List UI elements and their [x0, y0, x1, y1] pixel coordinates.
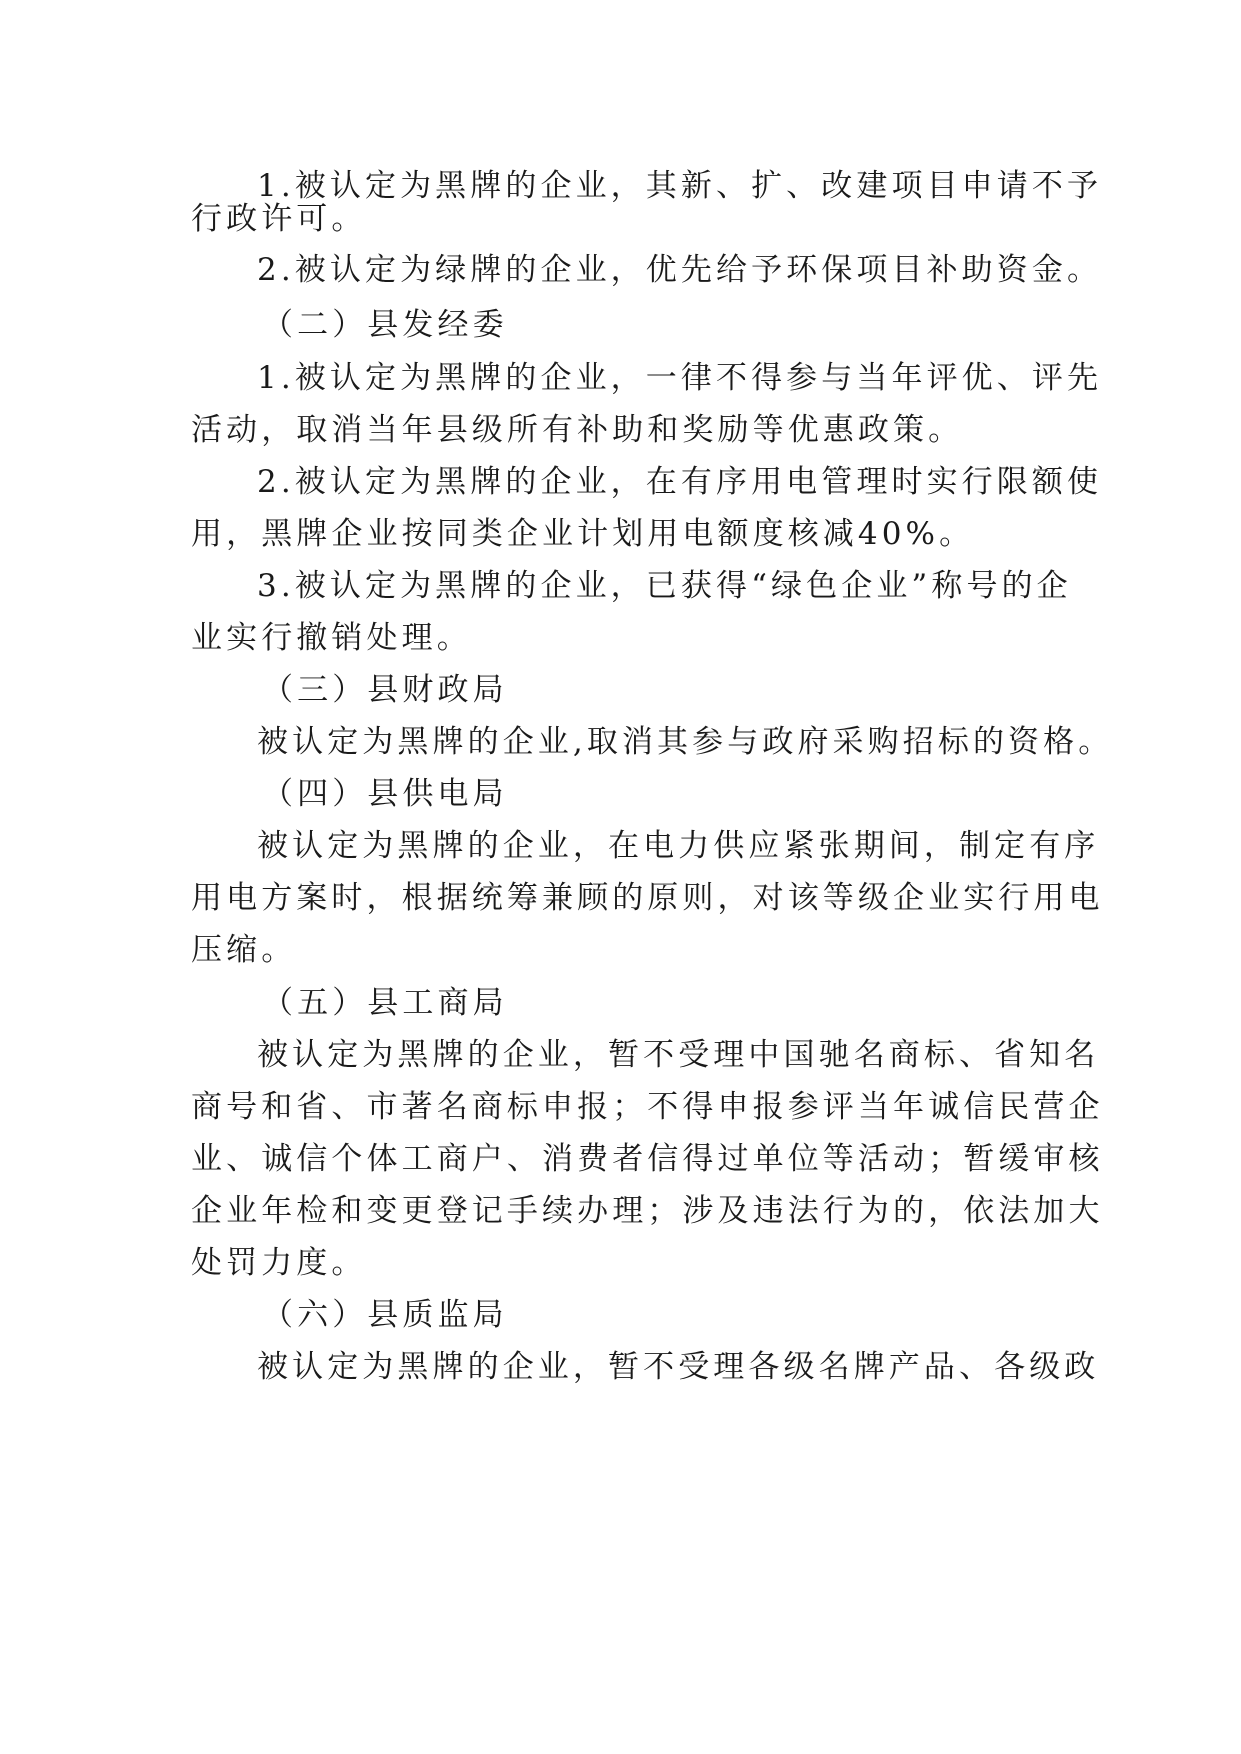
paragraph-line: 被认定为黑牌的企业，暂不受理各级名牌产品、各级政	[257, 1349, 1100, 1385]
paragraph-line: 用电方案时，根据统筹兼顾的原则，对该等级企业实行用电	[191, 880, 1104, 916]
paragraph-line: 业、诚信个体工商户、消费者信得过单位等活动；暂缓审核	[191, 1141, 1104, 1177]
paragraph-line: 1.被认定为黑牌的企业，一律不得参与当年评优、评先	[257, 360, 1103, 396]
paragraph-line: 2.被认定为黑牌的企业，在有序用电管理时实行限额使	[257, 464, 1103, 500]
section-heading: （三）县财政局	[262, 672, 508, 708]
section-heading: （六）县质监局	[262, 1297, 508, 1333]
paragraph-line: 处罚力度。	[191, 1245, 367, 1281]
paragraph-line: 被认定为黑牌的企业，暂不受理中国驰名商标、省知名	[257, 1037, 1100, 1073]
paragraph-line: 用，黑牌企业按同类企业计划用电额度核减40%。	[191, 516, 975, 552]
paragraph-line: 企业年检和变更登记手续办理；涉及违法行为的，依法加大	[191, 1193, 1104, 1229]
paragraph-line: 压缩。	[191, 932, 297, 968]
paragraph-line: 活动，取消当年县级所有补助和奖励等优惠政策。	[191, 412, 964, 448]
paragraph-line: 被认定为黑牌的企业,取消其参与政府采购招标的资格。	[257, 724, 1114, 760]
section-heading: （四）县供电局	[262, 776, 508, 812]
paragraph-line: 商号和省、市著名商标申报；不得申报参评当年诚信民营企	[191, 1089, 1104, 1125]
section-heading: （五）县工商局	[262, 985, 508, 1021]
paragraph-line: 2.被认定为绿牌的企业，优先给予环保项目补助资金。	[257, 252, 1103, 288]
paragraph-line: 业实行撤销处理。	[191, 620, 472, 656]
paragraph-line: 被认定为黑牌的企业，在电力供应紧张期间，制定有序	[257, 828, 1100, 864]
paragraph-line: 1.被认定为黑牌的企业，其新、扩、改建项目申请不予	[257, 168, 1103, 204]
paragraph-line: 行政许可。	[191, 201, 367, 237]
paragraph-line: 3.被认定为黑牌的企业，已获得“绿色企业”称号的企	[257, 568, 1072, 604]
section-heading: （二）县发经委	[262, 307, 508, 343]
